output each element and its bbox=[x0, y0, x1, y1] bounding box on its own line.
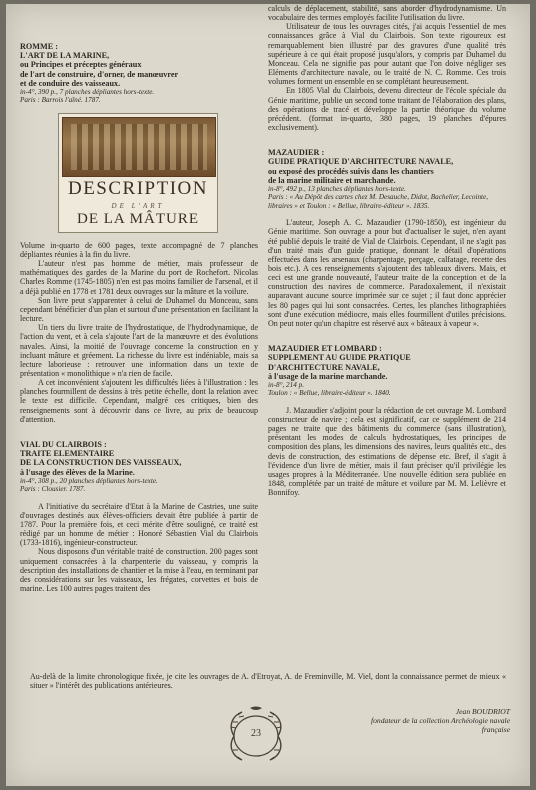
entry-vial bbox=[20, 440, 258, 593]
right-column bbox=[268, 4, 506, 497]
paragraph: Utilisateur de tous les ouvrages cités, j'ai acquis l'essentiel de mes connaissances grâce à Vial du Clairbois. Son texte rigoureux est remarquablement bien illustré par des gravures d'une qualité très supérieure à ce qui était proposé jusqu'alors, y compris par Duhamel du Monceau. Cela ne signifie pas pour autant que l'on doive négliger ses Eléments d'architecture navale, ou le traité de N. C. Romme. Ces trois volumes forment un ensemble en se complétant heureusement. bbox=[268, 22, 506, 87]
entry-subtitle: de la marine militaire et marchande. bbox=[268, 175, 396, 185]
author-role: fondateur de la collection Archéologie navale bbox=[371, 715, 510, 725]
entry-author: ROMME : bbox=[20, 42, 58, 51]
entry-subtitle: de l'art de construire, d'orner, de manœuvrer bbox=[20, 69, 179, 79]
entry-format: in-4°, 308 p., 20 planches dépliantes hors-texte. bbox=[20, 476, 158, 485]
entry-book-title: GUIDE PRATIQUE D'ARCHITECTURE NAVALE, bbox=[268, 157, 454, 167]
paragraph: A cet inconvénient s'ajoutent les difficultés liées à l'illustration : les planches fourmillent de dessins à très petite échelle, dont la relation avec le texte est difficile. Cependant, malgré ces critiques, bien des renseignements sont à découvrir dans ce livre, au prix de beaucoup d'attention. bbox=[20, 378, 258, 424]
entry-publisher: Toulon : « Bellue, libraire-éditeur ». 1840. bbox=[268, 389, 391, 398]
author-name: Jean BOUDRIOT bbox=[455, 707, 510, 716]
entry-publisher: Paris : Clousier. 1787. bbox=[20, 485, 86, 494]
paragraph: L'auteur n'est pas homme de métier, mais professeur de mathématiques des gardes de la Marine du port de Rochefort. Nicolas Charles Romme (1745-1805) n'en est pas moins familier de l'arsenal, et il a déjà publié en 1778 et 1781 deux ouvrages sur la mâture et la voilure. bbox=[20, 259, 258, 296]
title-plate-image bbox=[58, 113, 218, 233]
entry-book-title: D'ARCHITECTURE NAVALE, bbox=[268, 362, 380, 372]
paragraph: Nous disposons d'un véritable traité de construction. 200 pages sont uniquement consacrées à la charpenterie du vaisseau, y compris la description des installations de chantier et la mise à l'eau, en terminant par des considérations sur les vaisseaux, les frégates, corvettes et bois de marine. Les 100 autres pages traitent des bbox=[20, 547, 258, 593]
paragraph: J. Mazaudier s'adjoint pour la rédaction de cet ouvrage M. Lombard constructeur de navire ; cela est significatif, car ce supplément de 214 pages ne traite que des bâtiments du commerce (sans illustration), présentant les modes de calculs hydrostatiques, les principes de composition des plans, les dimensions des navires, leurs qualités etc., des devis de construction, des estimations de dépense etc. Bref, il s'agit à l'évidence d'un livre de métier, mais il faut préciser qu'il privilégie les usages propres à la Méditerranée. Une nouvelle édition sera publiée en 1848, complétée par un traité de mâture et voilure par M. M. Lelièvre et Bonnifoy. bbox=[268, 405, 506, 498]
paragraph: Son livre peut s'apparenter à celui de Duhamel du Monceau, sans cependant bénéficier d'un plan et surtout d'une présentation en facilitant la lecture. bbox=[20, 295, 258, 324]
page-number: 23 bbox=[251, 728, 261, 739]
engraving-illustration bbox=[62, 117, 216, 177]
entry-mazaudier bbox=[268, 148, 506, 328]
entry-subtitle: à l'usage de la marine marchande. bbox=[268, 371, 388, 381]
entry-subtitle: à l'usage des élèves de la Marine. bbox=[20, 467, 135, 477]
entry-subtitle: ou exposé des procédés suivis dans les chantiers bbox=[268, 166, 434, 176]
entry-author: MAZAUDIER ET LOMBARD : bbox=[268, 344, 382, 354]
entry-format: in-8°, 214 p. bbox=[268, 380, 305, 389]
ornamental-emblem bbox=[220, 706, 292, 766]
left-column bbox=[20, 42, 258, 593]
plate-title-line: DE LA MÂTURE bbox=[77, 210, 199, 227]
book-page bbox=[6, 4, 530, 786]
plate-title-line: DE L'ART bbox=[111, 201, 165, 210]
entry-format: in-8°, 492 p., 13 planches dépliantes hors-texte. bbox=[268, 185, 406, 193]
paragraph: L'auteur, Joseph A. C. Mazaudier (1790-1850), est ingénieur du Génie maritime. Son ouvrage a pour but d'actualiser le sujet, n'en ayant été publié depuis le traité de Vial de Clairbois. Cependant, il ne s'agit pas d'un traité mais d'un guide pratique, donnant le détail d'opérations effectuées dans les arsenaux (charpentage, perçage, calfatage, recette des bois etc.). A ces renseignements s'ajoutent des tableaux divers. Mais, et ceci est une grande nouveauté, l'auteur traite de la conception et de la construction des navires de commerce. Paradoxalement, il n'existait auparavant aucune source imprimée sur ce sujet ; il faut donc apprécier les 80 pages qui lui sont consacrées. Certes, les planches lithographiées sont d'une exécution médiocre, mais elles fourmillent d'utiles précisions. On peut noter qu'un chapitre est réservé aux « bâteaux à vapeur ». bbox=[268, 218, 506, 328]
signature-block bbox=[360, 708, 510, 734]
plate-title-line: DESCRIPTION bbox=[67, 177, 208, 199]
entry-book-title: L'ART DE LA MARINE, bbox=[20, 51, 110, 61]
entry-mazaudier-lombard bbox=[268, 344, 506, 497]
paragraph: A l'initiative du secrétaire d'Etat à la Marine de Castries, une suite d'ouvrages destinés aux élèves-officiers devait être publiée à partir de 1787. Pour la première fois, et ceci mérite d'être souligné, ce traité est rédigé par un homme de métier : Honoré Sébastien Vial du Clairbois (1733-1816), ingénieur-constructeur. bbox=[20, 501, 258, 548]
entry-book-title: SUPPLEMENT AU GUIDE PRATIQUE bbox=[268, 353, 411, 363]
paragraph: Un tiers du livre traite de l'hydrostatique, de l'hydrodynamique, de l'action du vent, et à cela s'ajoute l'art de la manœuvre et des évolutions navales. Ainsi, la moitié de l'ouvrage concerne la construction en y incluant mâture et gréement. La richesse du livre est indéniable, mais sa lecture laborieuse : retrouver une information dans un texte de présentation « monolithique » n'a rien de facile. bbox=[20, 323, 258, 379]
author-role: française bbox=[481, 724, 510, 734]
paragraph: calculs de déplacement, stabilité, sans aborder d'hydrodynamisme. Un vocabulaire des termes employés facilite l'utilisation du livre. bbox=[268, 4, 506, 23]
entry-format: in-4°, 390 p., 7 planches dépliantes hors-texte. bbox=[20, 88, 155, 97]
entry-book-title: DE LA CONSTRUCTION DES VAISSEAUX, bbox=[20, 458, 182, 468]
entry-author: MAZAUDIER : bbox=[268, 148, 325, 158]
entry-publisher: Paris : Barrois l'aîné. 1787. bbox=[20, 96, 101, 105]
entry-subtitle: ou Principes et préceptes généraux bbox=[20, 60, 142, 70]
entry-romme bbox=[20, 42, 258, 424]
closing-note: Au-delà de la limite chronologique fixée, je cite les ouvrages de A. d'Etroyat, A. de Freminville, M. Viel, dont la connaissance permet de mieux « situer » l'intérêt des publications antérieures. bbox=[30, 672, 506, 691]
entry-subtitle: et de conduire des vaisseaux. bbox=[20, 78, 121, 88]
paragraph: Volume in-quarto de 600 pages, texte accompagné de 7 planches dépliantes réunies à la fin du livre. bbox=[20, 240, 258, 259]
entry-book-title: TRAITE ELEMENTAIRE bbox=[20, 449, 115, 459]
entry-publisher: Paris : « Au Dépôt des cartes chez M. Desauche, Didot, Bachelier, Lecointe, libraires » et Toulon : « Bellue, libraire-éditeur ». 1835. bbox=[268, 193, 489, 210]
paragraph: En 1805 Vial du Clairbois, devenu directeur de l'école spéciale du Génie maritime, publie un second tome traitant de l'élaboration des plans, des opérations de tracé et développe la partie théorique du volume précédent. (format in-quarto, 380 pages, 19 planches d'épures exclusivement). bbox=[268, 86, 506, 133]
entry-author: VIAL DU CLAIRBOIS : bbox=[20, 439, 107, 449]
